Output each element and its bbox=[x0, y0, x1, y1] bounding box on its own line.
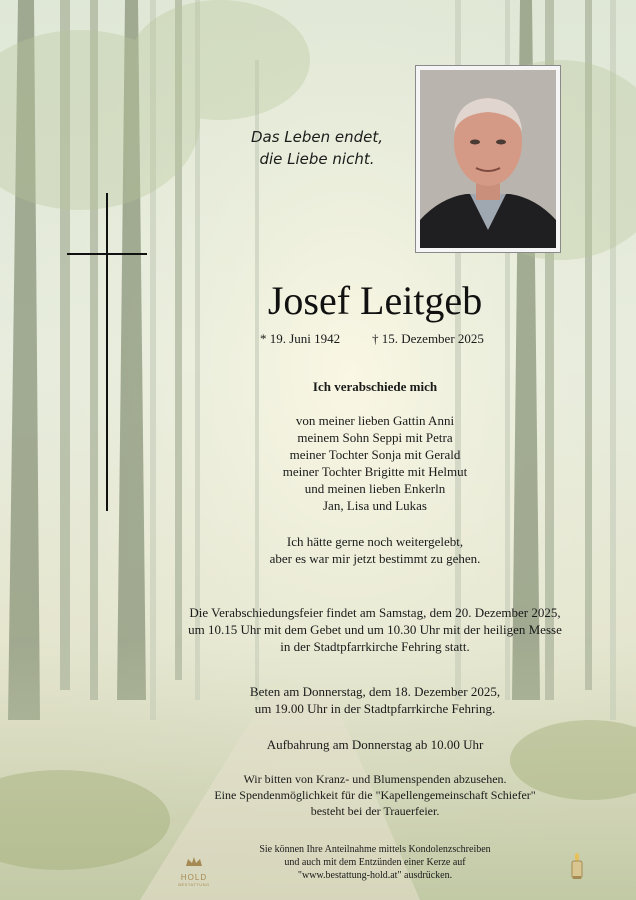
farewell-heading: Ich verabschiede mich bbox=[312, 379, 438, 394]
condolence-line: und auch mit dem Entzünden einer Kerze auf bbox=[284, 857, 466, 868]
donation-line: besteht bei der Trauerfeier. bbox=[310, 804, 440, 818]
donation-info bbox=[180, 771, 570, 819]
cross-icon bbox=[106, 193, 108, 511]
ceremony-line: um 10.15 Uhr mit dem Gebet und um 10.30 Uhr mit der heiligen Messe bbox=[188, 622, 562, 637]
logo-subtitle: BESTATTUNG bbox=[178, 882, 210, 887]
condolence-line: Sie können Ihre Anteilnahme mittels Kondolenzschreiben bbox=[259, 844, 491, 855]
quote-line: Ich hätte gerne noch weitergelebt, bbox=[286, 534, 464, 549]
motto-line: die Liebe nicht. bbox=[259, 150, 375, 168]
funeral-home-logo bbox=[168, 855, 220, 889]
motto bbox=[232, 126, 402, 170]
donation-line: Wir bitten von Kranz- und Blumenspenden abzusehen. bbox=[243, 772, 507, 786]
family-list bbox=[200, 412, 550, 514]
prayer-info bbox=[200, 683, 550, 717]
portrait-photo bbox=[415, 65, 561, 253]
crown-logo-icon bbox=[184, 856, 204, 868]
ceremony-line: in der Stadtpfarrkirche Fehring statt. bbox=[280, 639, 470, 654]
condolence-line: "www.bestattung-hold.at" ausdrücken. bbox=[297, 870, 453, 881]
ceremony-line: Die Verabschiedungsfeier findet am Samstag, dem 20. Dezember 2025, bbox=[189, 605, 561, 620]
viewing-info: Aufbahrung am Donnerstag ab 10.00 Uhr bbox=[266, 737, 484, 752]
donation-line: Eine Spendenmöglichkeit für die "Kapellengemeinschaft Schiefer" bbox=[214, 788, 536, 802]
candle-icon bbox=[570, 852, 584, 880]
family-line: meiner Tochter Brigitte mit Helmut bbox=[282, 464, 468, 479]
quote-line: aber es war mir jetzt bestimmt zu gehen. bbox=[269, 551, 481, 566]
family-line: meinem Sohn Seppi mit Petra bbox=[297, 430, 453, 445]
prayer-line: Beten am Donnerstag, dem 18. Dezember 2025, bbox=[249, 684, 501, 699]
family-line: Jan, Lisa und Lukas bbox=[323, 498, 427, 513]
death-date: † 15. Dezember 2025 bbox=[372, 331, 484, 346]
family-line: von meiner lieben Gattin Anni bbox=[295, 413, 455, 428]
ceremony-info bbox=[150, 604, 600, 655]
prayer-line: um 19.00 Uhr in der Stadtpfarrkirche Fehring. bbox=[254, 701, 496, 716]
cross-icon-bar bbox=[67, 253, 147, 255]
deceased-name: Josef Leitgeb bbox=[267, 278, 483, 323]
motto-line: Das Leben endet, bbox=[250, 128, 384, 146]
birth-date: * 19. Juni 1942 bbox=[260, 331, 341, 346]
farewell-quote bbox=[200, 533, 550, 567]
family-line: meiner Tochter Sonja mit Gerald bbox=[289, 447, 461, 462]
condolence-info bbox=[220, 843, 530, 882]
logo-name: HOLD bbox=[180, 873, 208, 882]
family-line: und meinen lieben Enkerln bbox=[304, 481, 446, 496]
